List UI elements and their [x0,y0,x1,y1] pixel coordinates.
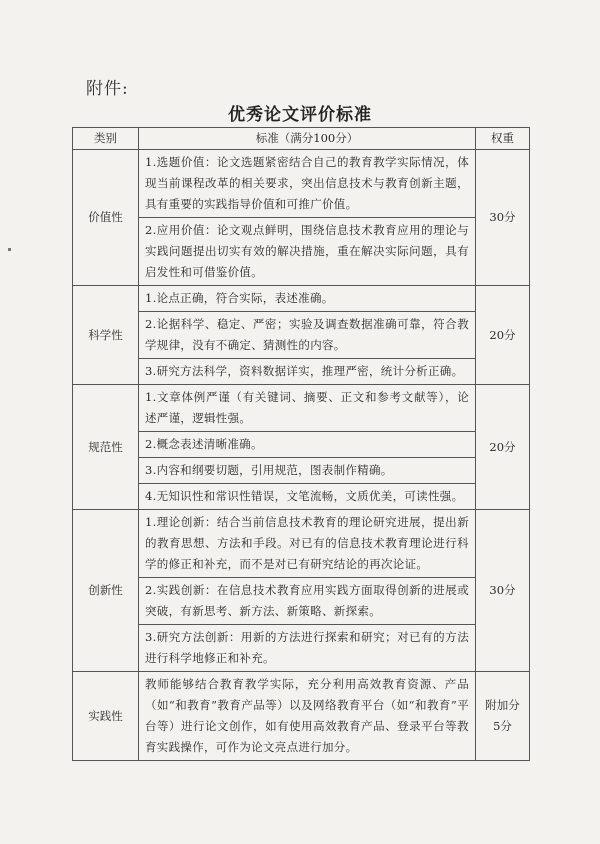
criterion: 教师能够结合教育教学实际，充分利用高效教育资源、产品（如“和教育”教育产品等）以及网络教育平台（如“和教育”平台等）进行论文创作，如有使用高效教育产品、登录平台等教育实践操作，可作为论文亮点进行加分。 [139,672,476,761]
weight-value: 30分 [476,150,530,286]
criterion: 3.研究方法创新：用新的方法进行探索和研究；对已有的方法进行科学地修正和补充。 [139,625,476,672]
evaluation-table [72,127,530,761]
criterion: 1.选题价值：论文选题紧密结合自己的教育教学实际情况，体现当前课程改革的相关要求，突出信息技术与教育创新主题，具有重要的实践指导价值和可推广价值。 [139,150,476,218]
header-weight: 权重 [476,128,530,150]
scan-mark [8,248,11,251]
table-row [73,432,530,458]
weight-practice [476,672,530,761]
table-row [73,218,530,286]
table-row [73,359,530,385]
table-row [73,312,530,359]
weight-normative: 20分 [476,385,530,510]
category-value: 价值性 [73,150,139,286]
attachment-label: 附件: [86,79,129,99]
category-scientific: 科学性 [73,286,139,385]
criterion: 3.内容和纲要切题，引用规范，图表制作精确。 [139,458,476,484]
weight-scientific: 20分 [476,286,530,385]
table-row [73,484,530,510]
criterion: 2.概念表述清晰准确。 [139,432,476,458]
table-header-row [73,128,530,150]
criterion: 1.论点正确，符合实际，表述准确。 [139,286,476,312]
criterion: 2.实践创新：在信息技术教育应用实践方面取得创新的进展或突破，有新思考、新方法、新策略、新探索。 [139,578,476,625]
table-row [73,672,530,761]
table-row [73,286,530,312]
weight-practice-line1: 附加分 [485,698,520,712]
header-standard: 标准（满分100分） [139,128,476,150]
table-row [73,510,530,578]
category-innovation: 创新性 [73,510,139,672]
table-row [73,625,530,672]
document-title: 优秀论文评价标准 [228,105,372,125]
criterion: 2.应用价值：论文观点鲜明，围绕信息技术教育应用的理论与实践问题提出切实有效的解决措施，重在解决实际问题，具有启发性和可借鉴价值。 [139,218,476,286]
criterion: 2.论据科学、稳定、严密；实验及调查数据准确可靠，符合教学规律，没有不确定、猜测性的内容。 [139,312,476,359]
criterion: 1.理论创新：结合当前信息技术教育的理论研究进展，提出新的教育思想、方法和手段。对已有的信息技术教育理论进行科学的修正和补充，而不是对已有研究结论的再次论证。 [139,510,476,578]
weight-innovation: 30分 [476,510,530,672]
table-row [73,150,530,218]
category-normative: 规范性 [73,385,139,510]
table-row [73,458,530,484]
criterion: 1.文章体例严谨（有关键词、摘要、正文和参考文献等），论述严谨，逻辑性强。 [139,385,476,432]
criterion: 4.无知识性和常识性错误，文笔流畅，文质优美，可读性强。 [139,484,476,510]
criterion: 3.研究方法科学，资料数据详实，推理严密，统计分析正确。 [139,359,476,385]
header-category: 类别 [73,128,139,150]
table-row [73,385,530,432]
weight-practice-line2: 5分 [493,719,512,733]
table-row [73,578,530,625]
category-practice: 实践性 [73,672,139,761]
